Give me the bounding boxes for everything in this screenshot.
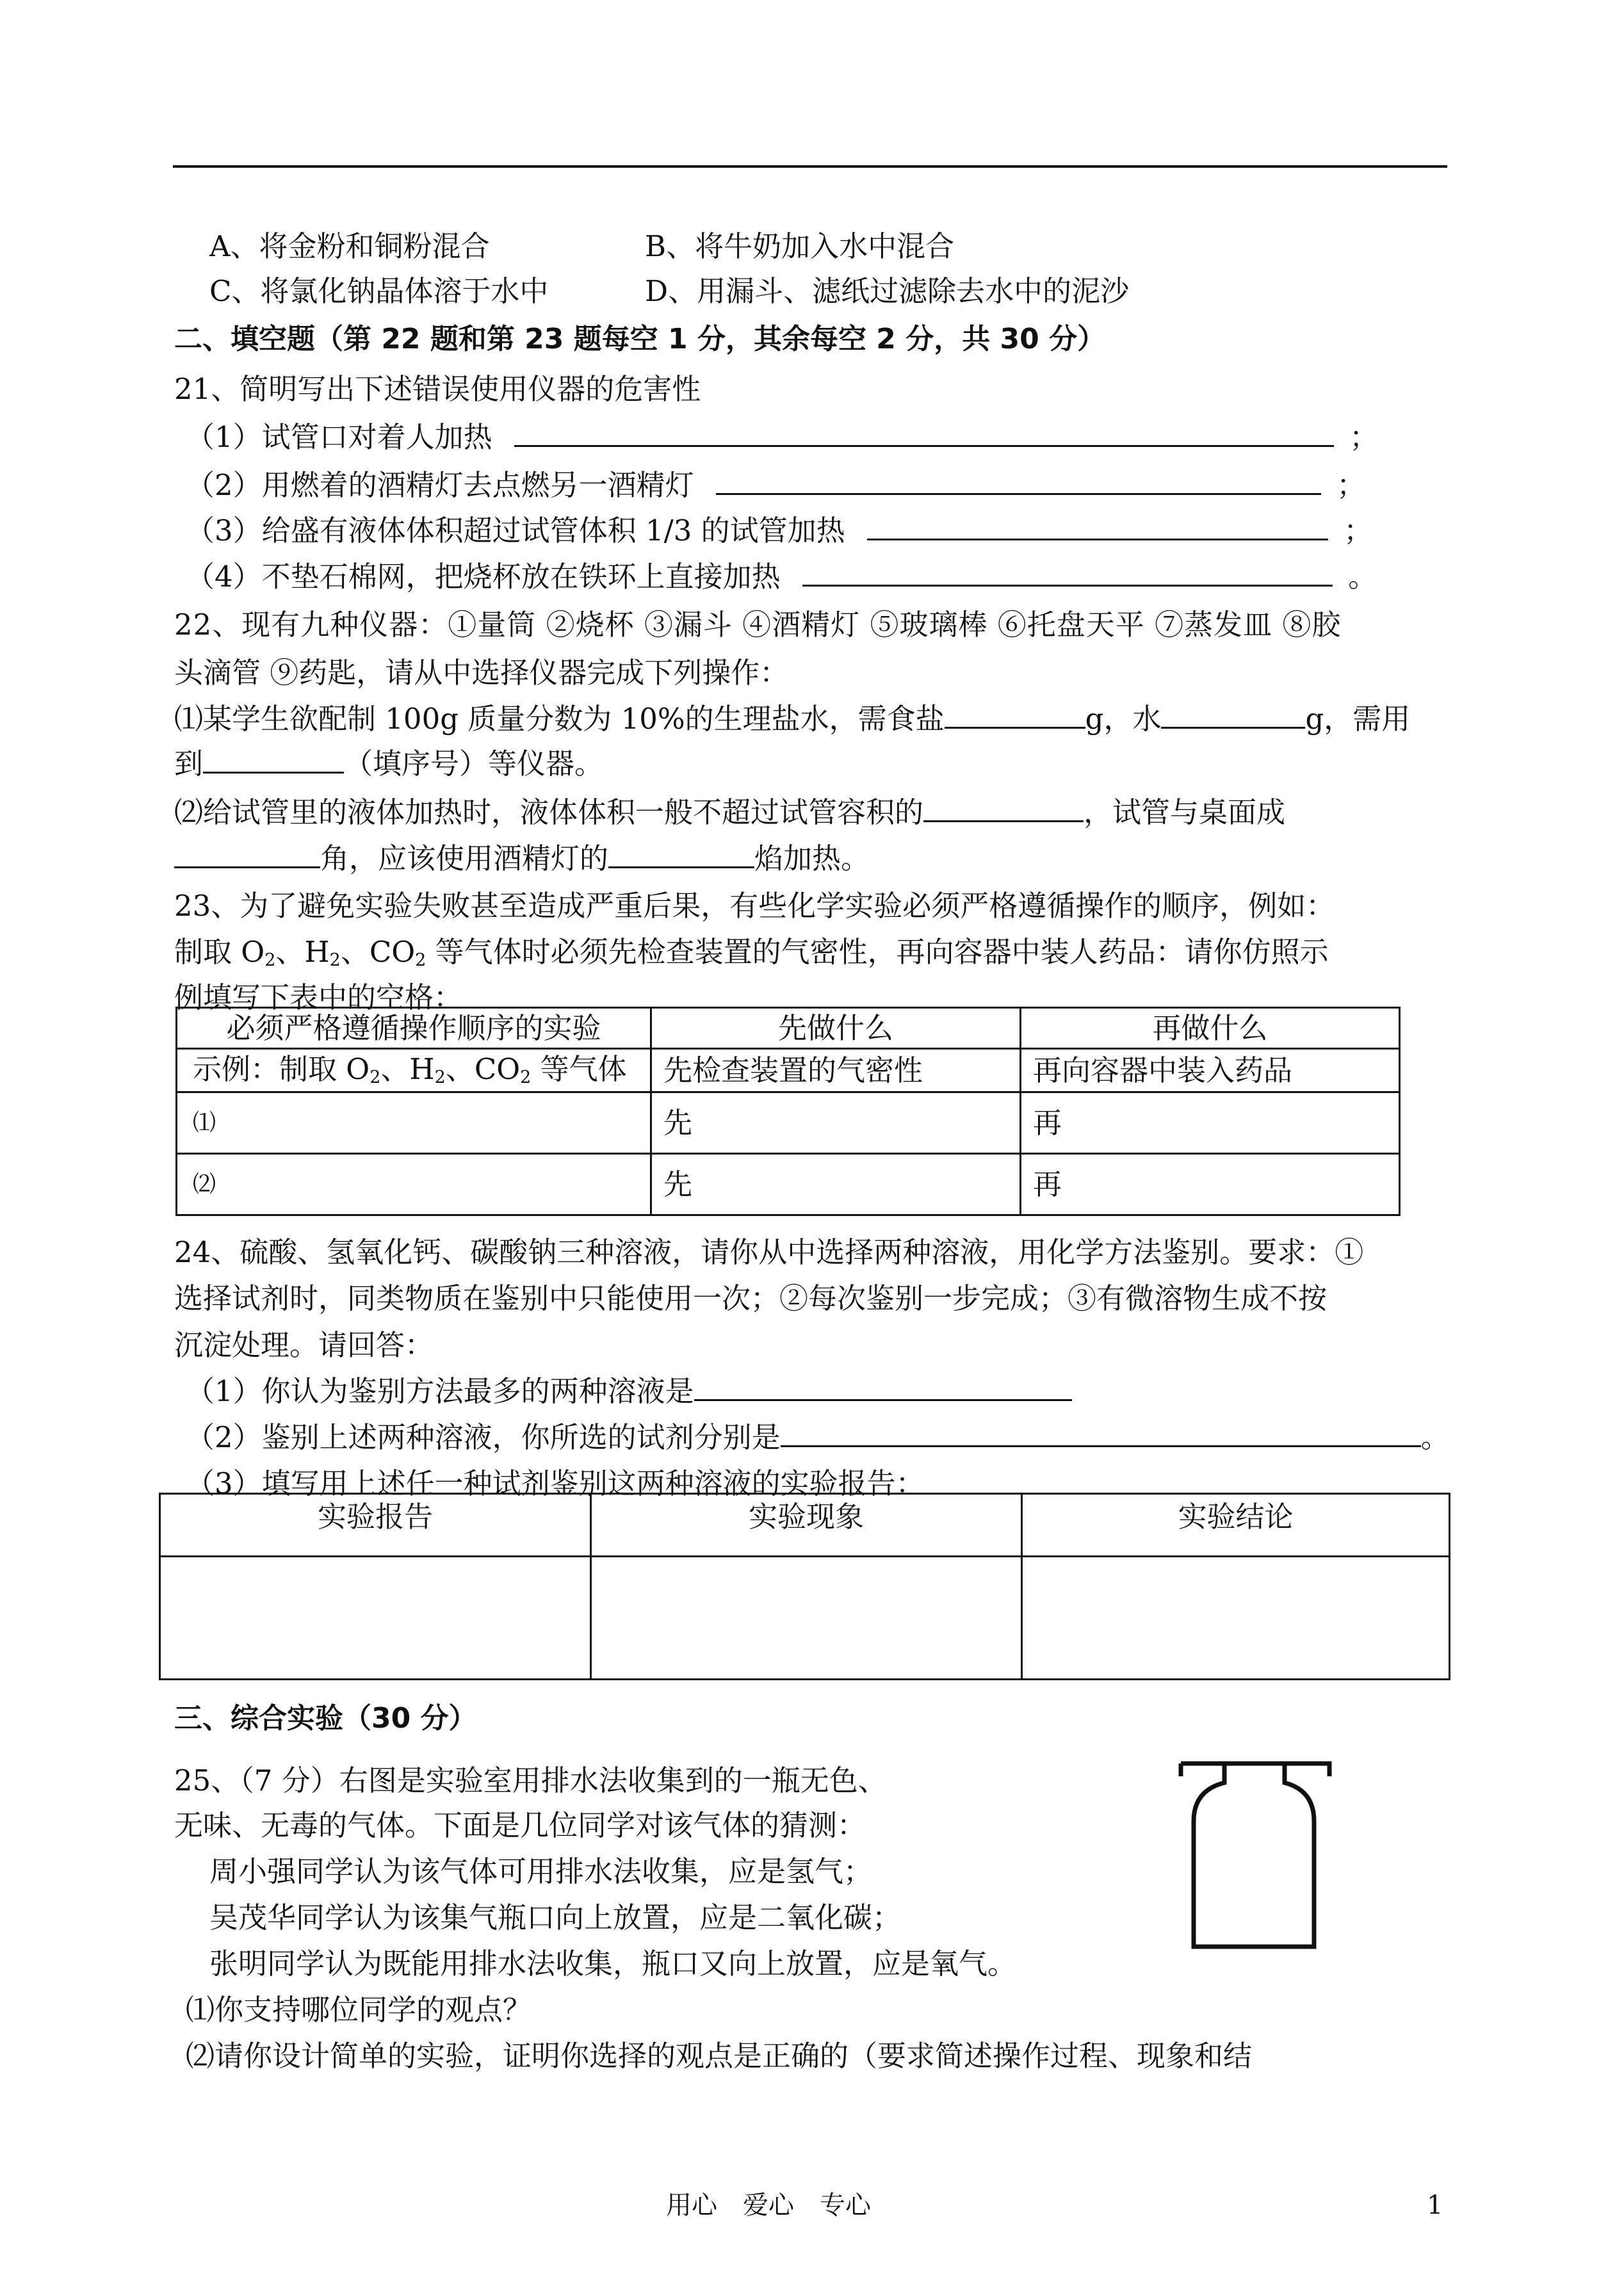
q23-row-2-then[interactable]: 再 — [1021, 1154, 1400, 1215]
q21-item-1-end: ； — [1349, 420, 1379, 454]
q22-p1-e: （填序号）等仪器。 — [344, 747, 604, 781]
q22-part-2b — [174, 841, 870, 875]
option-a: A、将金粉和铜粉混合 — [209, 229, 490, 263]
page-number: 1 — [1427, 2191, 1443, 2220]
section-2-title: 二、填空题（第 22 题和第 23 题每空 1 分，其余每空 2 分，共 30 分） — [174, 323, 1106, 355]
q22-p1-d: 到 — [174, 747, 204, 781]
header-rule — [173, 165, 1447, 168]
q23-row-1-label[interactable]: ⑴ — [177, 1092, 651, 1154]
q24-p1-text: （1）你认为鉴别方法最多的两种溶液是 — [186, 1374, 694, 1408]
q24-conclusion-cell[interactable] — [1022, 1557, 1450, 1680]
section-3-title: 三、综合实验（30 分） — [174, 1702, 477, 1735]
q24-line-1: 24、硫酸、氢氧化钙、碳酸钠三种溶液，请你从中选择两种溶液，用化学方法鉴别。要求：① — [174, 1235, 1364, 1269]
q21-item-3-text: （3）给盛有液体体积超过试管体积 1/3 的试管加热 — [186, 514, 845, 547]
q24-report-cell[interactable] — [160, 1557, 591, 1680]
q21-item-2-text: （2）用燃着的酒精灯去点燃另一酒精灯 — [186, 468, 694, 502]
q22-volume-blank[interactable] — [923, 820, 1084, 822]
q23-example-b: 、H — [380, 1052, 435, 1086]
option-d: D、用漏斗、滤纸过滤除去水中的泥沙 — [645, 274, 1130, 308]
q23-row-2-first[interactable]: 先 — [651, 1154, 1021, 1215]
q21-answer-blank-2[interactable] — [716, 492, 1321, 495]
q24-part-1 — [186, 1374, 1072, 1408]
subscript-2: 2 — [434, 1067, 446, 1087]
q21-item-2 — [186, 468, 1366, 502]
q22-p1-c: g，需用 — [1305, 702, 1411, 736]
q22-instrument-blank[interactable] — [203, 771, 344, 774]
q21-item-4-end: 。 — [1348, 560, 1377, 594]
option-b: B、将牛奶加入水中混合 — [645, 229, 955, 263]
q22-p2-c: 角，应该使用酒精灯的 — [320, 841, 609, 875]
q25-line-3: 周小强同学认为该气体可用排水法收集，应是氢气； — [209, 1854, 873, 1888]
q23-example-c: 、CO — [445, 1052, 521, 1086]
q21-answer-blank-1[interactable] — [514, 444, 1334, 447]
footer-motto: 用心 爱心 专心 — [666, 2191, 871, 2220]
q24-header-phenomenon: 实验现象 — [591, 1494, 1022, 1557]
q23-example-then: 再向容器中装入药品 — [1021, 1049, 1400, 1092]
q23-header-first: 先做什么 — [651, 1008, 1021, 1049]
q25-line-5: 张明同学认为既能用排水法收集，瓶口又向上放置，应是氧气。 — [209, 1947, 1017, 1981]
q22-part-1 — [174, 702, 1411, 736]
q21-item-1-text: （1）试管口对着人加热 — [186, 420, 492, 454]
subscript-2: 2 — [520, 1067, 532, 1087]
q21-item-1 — [186, 420, 1379, 454]
q23-line-2-c: 、CO — [340, 935, 416, 969]
q23-row-1-then[interactable]: 再 — [1021, 1092, 1400, 1154]
q23-example-experiment — [177, 1049, 651, 1092]
q22-line-1: 22、现有九种仪器：①量筒 ②烧杯 ③漏斗 ④酒精灯 ⑤玻璃棒 ⑥托盘天平 ⑦蒸发皿 ⑧胶 — [174, 608, 1342, 642]
q23-row-2-label[interactable]: ⑵ — [177, 1154, 651, 1215]
q24-part-3: （3）填写用上述任一种试剂鉴别这两种溶液的实验报告： — [186, 1466, 925, 1500]
q23-example-a: 示例：制取 O — [193, 1052, 370, 1086]
q21-stem: 21、简明写出下述错误使用仪器的危害性 — [174, 372, 701, 406]
q21-item-3-end: ； — [1344, 514, 1373, 547]
q23-line-2 — [174, 937, 1329, 969]
q23-example-d: 等气体 — [531, 1052, 627, 1086]
q23-row-1-first[interactable]: 先 — [651, 1092, 1021, 1154]
q22-p2-d: 焰加热。 — [754, 841, 870, 875]
q25-line-2: 无味、无毒的气体。下面是几位同学对该气体的猜测： — [174, 1808, 866, 1842]
q22-p2-b: ，试管与桌面成 — [1084, 795, 1286, 829]
option-c: C、将氯化钠晶体溶于水中 — [209, 274, 549, 308]
q21-item-4 — [186, 560, 1377, 594]
q25-line-7: ⑵请你设计简单的实验，证明你选择的观点是正确的（要求简述操作过程、现象和结 — [186, 2039, 1253, 2073]
q22-flame-blank[interactable] — [608, 866, 754, 868]
q24-header-conclusion: 实验结论 — [1022, 1494, 1450, 1557]
q21-answer-blank-4[interactable] — [802, 584, 1333, 587]
q21-item-3 — [186, 516, 1372, 545]
q22-salt-blank[interactable] — [945, 726, 1085, 729]
q22-line-2: 头滴管 ⑨药匙，请从中选择仪器完成下列操作： — [174, 656, 789, 690]
q23-table — [175, 1007, 1401, 1216]
q21-answer-blank-3[interactable] — [867, 538, 1328, 540]
q24-reagent-blank[interactable] — [781, 1445, 1421, 1447]
subscript-2: 2 — [329, 950, 341, 970]
subscript-2: 2 — [415, 950, 426, 970]
q21-item-2-end: ； — [1336, 468, 1366, 502]
q24-part-2 — [186, 1420, 1450, 1454]
q23-line-2-d: 等气体时必须先检查装置的气密性，再向容器中装人药品：请你仿照示 — [426, 935, 1329, 969]
q22-water-blank[interactable] — [1161, 726, 1305, 729]
q23-header-experiment: 必须严格遵循操作顺序的实验 — [177, 1008, 651, 1049]
q23-line-1: 23、为了避免实验失败甚至造成严重后果，有些化学实验必须严格遵循操作的顺序，例如： — [174, 889, 1335, 923]
q23-example-first: 先检查装置的气密性 — [651, 1049, 1021, 1092]
q22-p2-a: ⑵给试管里的液体加热时，液体体积一般不超过试管容积的 — [174, 795, 924, 829]
q23-line-2-a: 制取 O — [174, 935, 265, 969]
q23-header-then: 再做什么 — [1021, 1008, 1400, 1049]
q25-line-4: 吴茂华同学认为该集气瓶口向上放置，应是二氧化碳； — [209, 1901, 902, 1934]
subscript-2: 2 — [264, 950, 276, 970]
q24-p2-end: 。 — [1420, 1420, 1450, 1454]
q22-p1-a: ⑴某学生欲配制 100g 质量分数为 10%的生理盐水，需食盐 — [174, 702, 945, 736]
q24-report-table — [159, 1493, 1450, 1680]
q22-p1-b: g，水 — [1085, 702, 1162, 736]
q24-line-2: 选择试剂时，同类物质在鉴别中只能使用一次；②每次鉴别一步完成；③有微溶物生成不按 — [174, 1281, 1328, 1315]
q24-header-report: 实验报告 — [160, 1494, 591, 1557]
q24-line-3: 沉淀处理。请回答： — [174, 1328, 434, 1362]
q25-line-1: 25、（7 分）右图是实验室用排水法收集到的一瓶无色、 — [174, 1764, 887, 1797]
q22-angle-blank[interactable] — [174, 866, 320, 868]
q22-part-1b — [174, 747, 604, 781]
q24-p2-text: （2）鉴别上述两种溶液，你所选的试剂分别是 — [186, 1420, 781, 1454]
q22-part-2 — [174, 795, 1286, 829]
gas-bottle-figure — [1178, 1755, 1332, 1959]
q25-line-6: ⑴你支持哪位同学的观点？ — [186, 1993, 532, 2027]
q21-item-4-text: （4）不垫石棉网，把烧杯放在铁环上直接加热 — [186, 560, 781, 594]
q24-solutions-blank[interactable] — [694, 1399, 1072, 1401]
q23-line-3: 例填写下表中的空格： — [174, 980, 463, 1014]
subscript-2: 2 — [369, 1067, 381, 1087]
q23-line-2-b: 、H — [275, 935, 330, 969]
q24-phenomenon-cell[interactable] — [591, 1557, 1022, 1680]
